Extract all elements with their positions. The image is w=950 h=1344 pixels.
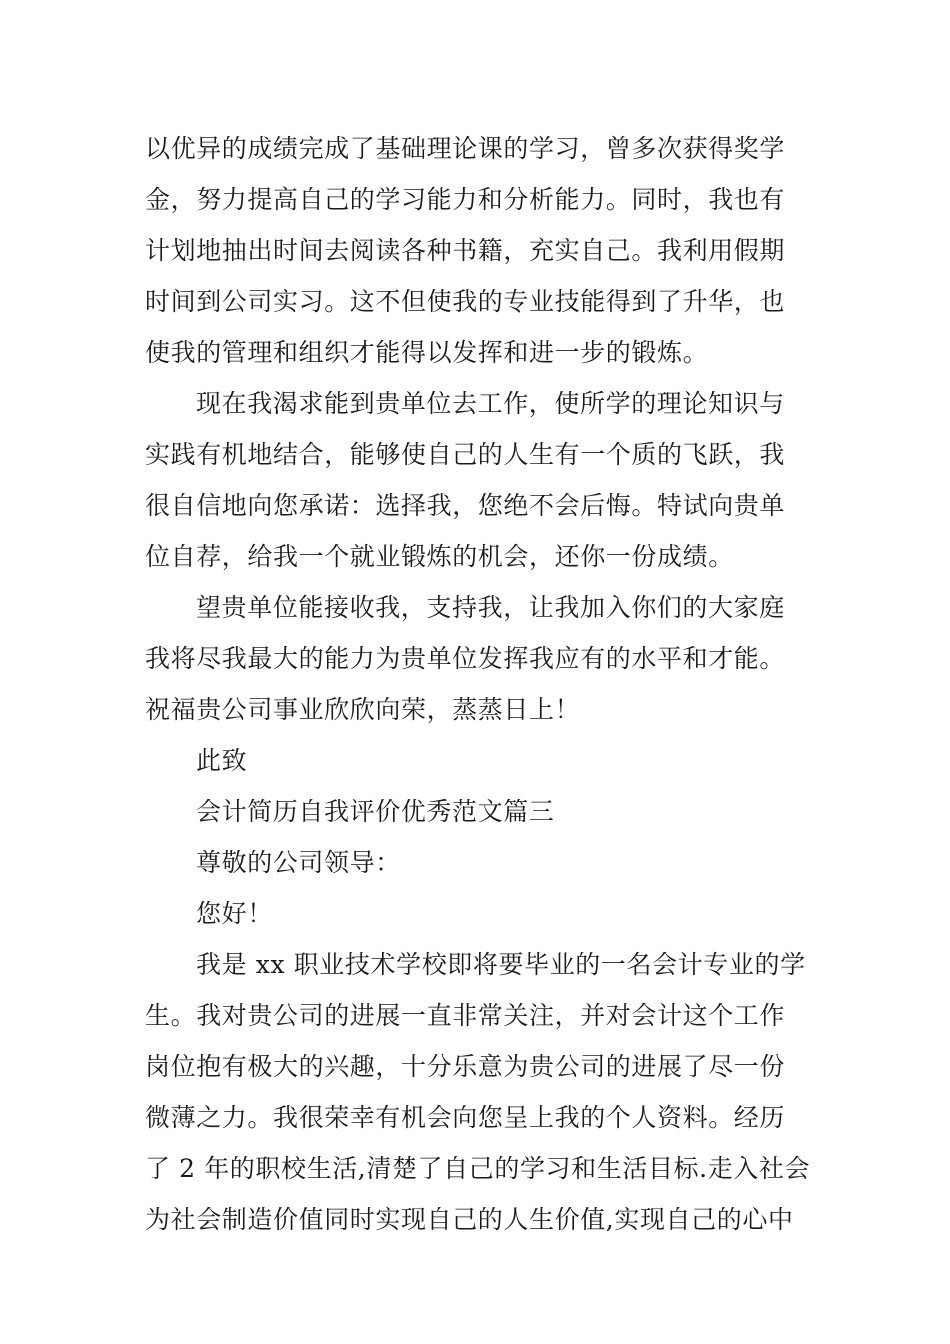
paragraph-start-line: 我是 xx 职业技术学校即将要毕业的一名会计专业的学 (196, 950, 806, 979)
text-line: 以优异的成绩完成了基础理论课的学习，曾多次获得奖学 (145, 134, 786, 163)
text-line: 了 2 年的职校生活,清楚了自己的学习和生活目标.走入社会 (145, 1154, 811, 1183)
closing-line: 此致 (196, 746, 248, 775)
text-line: 计划地抽出时间去阅读各种书籍，充实自己。我利用假期 (145, 236, 786, 265)
text-line: 使我的管理和组织才能得以发挥和进一步的锻炼。 (145, 338, 709, 367)
text-line: 岗位抱有极大的兴趣，十分乐意为贵公司的进展了尽一份 (145, 1052, 786, 1081)
text-line: 时间到公司实习。这不但使我的专业技能得到了升华，也 (145, 287, 786, 316)
text-line: 生。我对贵公司的进展一直非常关注，并对会计这个工作 (145, 1001, 786, 1030)
text-line: 位自荐，给我一个就业锻炼的机会，还你一份成绩。 (145, 542, 734, 571)
paragraph-start-line: 望贵单位能接收我，支持我，让我加入你们的大家庭 (196, 593, 785, 622)
text-line: 金，努力提高自己的学习能力和分析能力。同时，我也有 (145, 185, 786, 214)
text-line: 为社会制造价值同时实现自己的人生价值,实现自己的心中 (145, 1205, 794, 1234)
greeting-line: 您好！ (196, 899, 273, 928)
section-heading: 会计简历自我评价优秀范文篇三 (196, 797, 555, 826)
text-line: 微薄之力。我很荣幸有机会向您呈上我的个人资料。经历 (145, 1103, 786, 1132)
text-line: 很自信地向您承诺：选择我，您绝不会后悔。特试向贵单 (145, 491, 786, 520)
text-line: 我将尽我最大的能力为贵单位发挥我应有的水平和才能。 (145, 644, 786, 673)
text-line: 祝福贵公司事业欣欣向荣，蒸蒸日上！ (145, 695, 581, 724)
salutation-line: 尊敬的公司领导： (196, 848, 401, 877)
text-line: 实践有机地结合，能够使自己的人生有一个质的飞跃，我 (145, 440, 786, 469)
paragraph-start-line: 现在我渴求能到贵单位去工作，使所学的理论知识与 (196, 389, 785, 418)
